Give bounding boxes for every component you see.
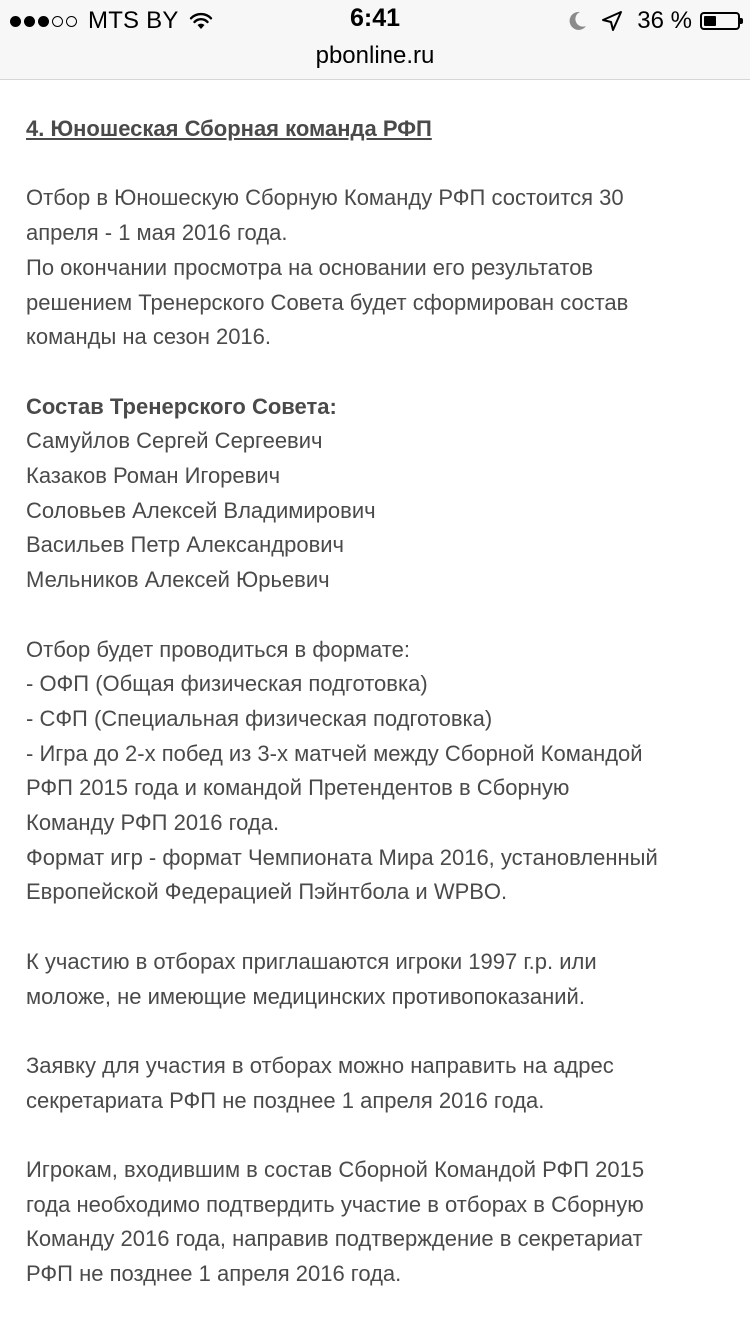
moon-icon — [567, 10, 587, 32]
carrier-name: MTS BY — [88, 7, 179, 34]
paragraph-gap — [26, 355, 726, 390]
text-line: года необходимо подтвердить участие в отборах в Сборную — [26, 1191, 644, 1217]
text-line: Игрокам, входившим в состав Сборной Командой РФП 2015 — [26, 1157, 645, 1182]
paragraph-gap — [26, 910, 726, 945]
text-line: апреля - 1 мая 2016 года. — [26, 220, 288, 246]
text-line: К участию в отборах приглашаются игроки 1997 г.р. или — [26, 948, 597, 974]
text-line: моложе, не имеющие медицинских противопоказаний. — [26, 983, 585, 1009]
text-line: - Игра до 2-х побед из 3-х матчей между Сборной Командой — [26, 740, 643, 766]
battery-icon — [700, 12, 740, 30]
council-member: Казаков Роман Игоревич — [26, 463, 281, 488]
text-line: решением Тренерского Совета будет сформирован состав — [26, 289, 629, 315]
council-title: Состав Тренерского Совета: — [26, 393, 337, 419]
address-bar-url[interactable]: pbonline.ru — [315, 42, 435, 69]
text-line: Формат игр - формат Чемпионата Мира 2016, установленный — [26, 844, 658, 870]
council-member: Самуйлов Сергей Сергеевич — [26, 428, 323, 454]
paragraph-gap — [26, 147, 726, 182]
intro-paragraph — [26, 181, 726, 355]
council-member: Соловьев Алексей Владимирович — [26, 497, 376, 523]
text-line: секретариата РФП не позднее 1 апреля 2016 года. — [26, 1087, 545, 1113]
eligibility-paragraph — [26, 945, 726, 1014]
text-line: - ОФП (Общая физическая подготовка) — [26, 671, 428, 697]
text-line: Отбор будет проводиться в формате: — [26, 636, 410, 662]
text-line: Команду 2016 года, направив подтверждение в секретариат — [26, 1226, 643, 1252]
article-content — [26, 112, 726, 1292]
status-right — [567, 6, 740, 36]
text-line: Европейской Федерацией Пэйнтбола и WPBO. — [26, 879, 508, 905]
status-time: 6:41 — [349, 4, 401, 32]
application-paragraph — [26, 1049, 726, 1118]
confirmation-paragraph — [26, 1153, 726, 1292]
paragraph-gap — [26, 598, 726, 633]
text-line: По окончании просмотра на основании его результатов — [26, 254, 594, 280]
location-arrow-icon — [601, 10, 623, 32]
text-line: Заявку для участия в отборах можно направить на адрес — [26, 1052, 614, 1078]
text-line: команды на сезон 2016. — [26, 324, 272, 350]
battery-percent: 36 % — [637, 7, 692, 34]
council-member: Мельников Алексей Юрьевич — [26, 567, 330, 593]
council-member: Васильев Петр Александрович — [26, 532, 345, 558]
text-line: - СФП (Специальная физическая подготовка) — [26, 705, 493, 731]
battery-level — [704, 16, 716, 26]
text-line: РФП не позднее 1 апреля 2016 года. — [26, 1261, 402, 1287]
text-line: Команду РФП 2016 года. — [26, 810, 280, 836]
status-bar — [0, 0, 750, 80]
council-section — [26, 390, 726, 598]
paragraph-gap — [26, 1118, 726, 1153]
text-line: Отбор в Юношескую Сборную Команду РФП состоится 30 — [26, 185, 624, 211]
paragraph-gap — [26, 1014, 726, 1049]
format-paragraph — [26, 633, 726, 911]
section-heading: 4. Юношеская Сборная команда РФП — [26, 116, 432, 141]
text-line: РФП 2015 года и командой Претендентов в Сборную — [26, 775, 570, 801]
